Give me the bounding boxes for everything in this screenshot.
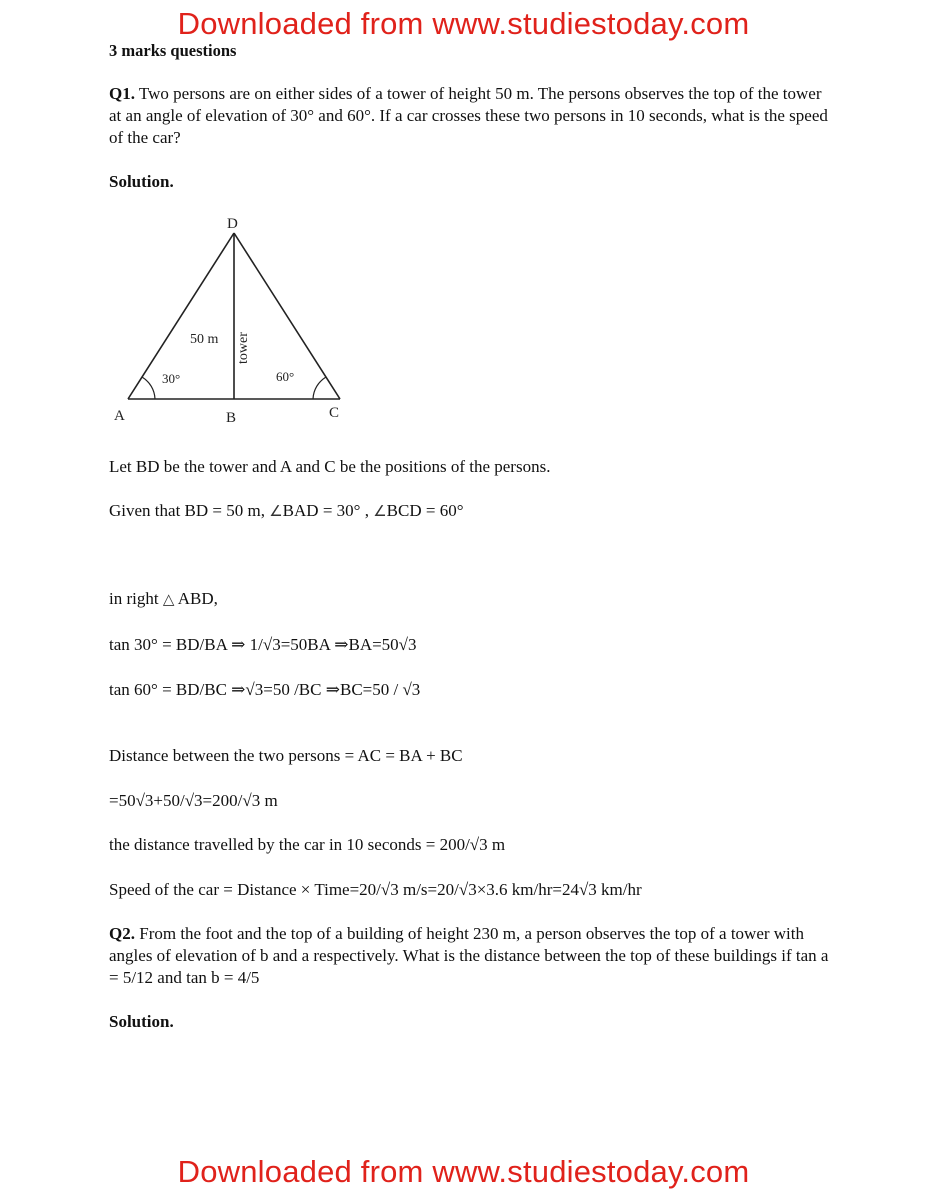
triangle-icon: △ (162, 590, 175, 608)
line-ad (128, 233, 234, 399)
vertex-label-d: D (227, 216, 238, 232)
step-2 (109, 500, 464, 522)
question-1 (109, 83, 829, 149)
question-2-text: From the foot and the top of a building of height 230 m, a person observes the top of a tower with angles of elevation of b and a respectively. What is the distance between the top of these buildings if tan a = 5/12 and tan b = 4/5 (109, 924, 829, 987)
step-2-text-a: Given that BD = 50 m, (109, 501, 270, 520)
step-3 (109, 588, 218, 610)
step-3-text-b: ABD, (174, 589, 218, 608)
question-1-label: Q1. (109, 84, 135, 103)
angle-arc-c (313, 377, 326, 399)
step-9: Speed of the car = Distance × Time=20/√3 m/s=20/√3×3.6 km/hr=24√3 km/hr (109, 880, 642, 899)
step-4: tan 30° = BD/BA ⇒ 1/√3=50BA ⇒BA=50√3 (109, 635, 417, 654)
solution-1-label: Solution. (109, 172, 174, 191)
vertex-label-b: B (226, 410, 237, 426)
solution-2-label: Solution. (109, 1012, 174, 1031)
vertex-label-a: A (114, 408, 125, 424)
vertex-label-c: C (329, 405, 340, 421)
tower-triangle-diagram (100, 210, 360, 430)
angle-label-right: 60° (276, 369, 295, 384)
step-2-text-c: BCD = 60° (386, 501, 464, 520)
step-2-text-b: BAD = 30° , (282, 501, 374, 520)
angle-label-left: 30° (162, 371, 181, 386)
step-3-text-a: in right (109, 589, 163, 608)
height-label: 50 m (190, 332, 219, 347)
step-8: the distance travelled by the car in 10 seconds = 200/√3 m (109, 835, 506, 854)
step-6: Distance between the two persons = AC = BA + BC (109, 746, 463, 765)
question-1-text: Two persons are on either sides of a tower of height 50 m. The persons observes the top of the tower at an angle of elevation of 30° and 60°. If a car crosses these two persons in 10 seconds, what is the speed of the car? (109, 84, 828, 147)
step-5: tan 60° = BD/BC ⇒√3=50 /BC ⇒BC=50 / √3 (109, 680, 421, 699)
tower-label: tower (236, 332, 251, 364)
header-watermark-banner: Downloaded from www.studiestoday.com (177, 6, 750, 41)
angle-icon: ∠ (373, 502, 387, 520)
angle-icon: ∠ (269, 502, 283, 520)
angle-arc-a (142, 377, 155, 399)
step-1: Let BD be the tower and A and C be the positions of the persons. (109, 457, 551, 476)
footer-watermark-banner: Downloaded from www.studiestoday.com (177, 1154, 750, 1189)
question-2 (109, 923, 829, 989)
question-2-label: Q2. (109, 924, 135, 943)
section-heading: 3 marks questions (109, 41, 237, 60)
step-7: =50√3+50/√3=200/√3 m (109, 791, 278, 810)
